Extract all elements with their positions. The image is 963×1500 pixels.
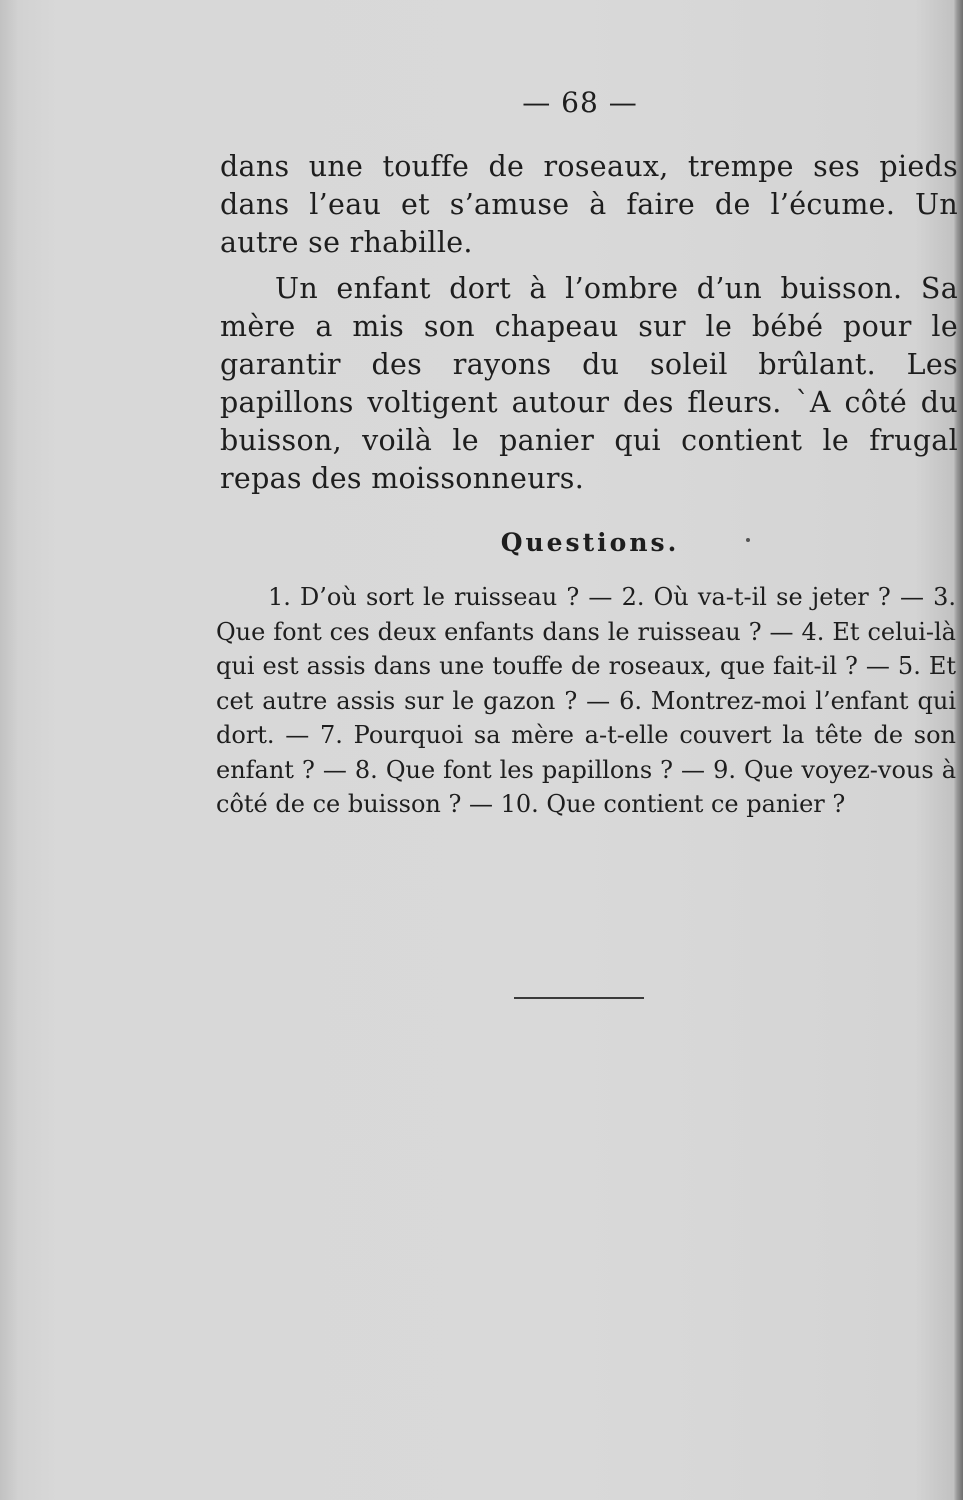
page-number: — 68 —	[522, 86, 638, 119]
page-gutter-shadow	[0, 0, 18, 1500]
paragraph-sleeping-child: Un enfant dort à l’ombre d’un buisson. Sa mère a mis son chapeau sur le bébé pour le garantir des rayons du soleil brûlant. Les papillons voltigent autour des fleurs. `A côté du buisson, voilà le panier qui contient le frugal repas des moissonneurs.	[220, 272, 958, 495]
questions-list: 1. D’où sort le ruisseau ? — 2. Où va-t-il se jeter ? — 3. Que font ces deux enfants dans le ruisseau ? — 4. Et celui-là qui est assis dans une touffe de roseaux, que fait-il ? — 5. Et cet autre assis sur le gazon ? — 6. Montrez-moi l’enfant qui dort. — 7. Pourquoi sa mère a-t-elle couvert la tête de son enfant ? — 8. Que font les papillons ? — 9. Que voyez-vous à côté de ce buisson ? — 10. Que contient ce panier ?	[216, 583, 956, 818]
print-speck	[746, 538, 750, 542]
paragraph-continuation: dans une touffe de roseaux, trempe ses pieds dans l’eau et s’amuse à faire de l’écume. Un autre se rhabille.	[220, 150, 958, 259]
questions-heading: Questions.	[500, 528, 680, 557]
section-divider	[514, 997, 644, 999]
